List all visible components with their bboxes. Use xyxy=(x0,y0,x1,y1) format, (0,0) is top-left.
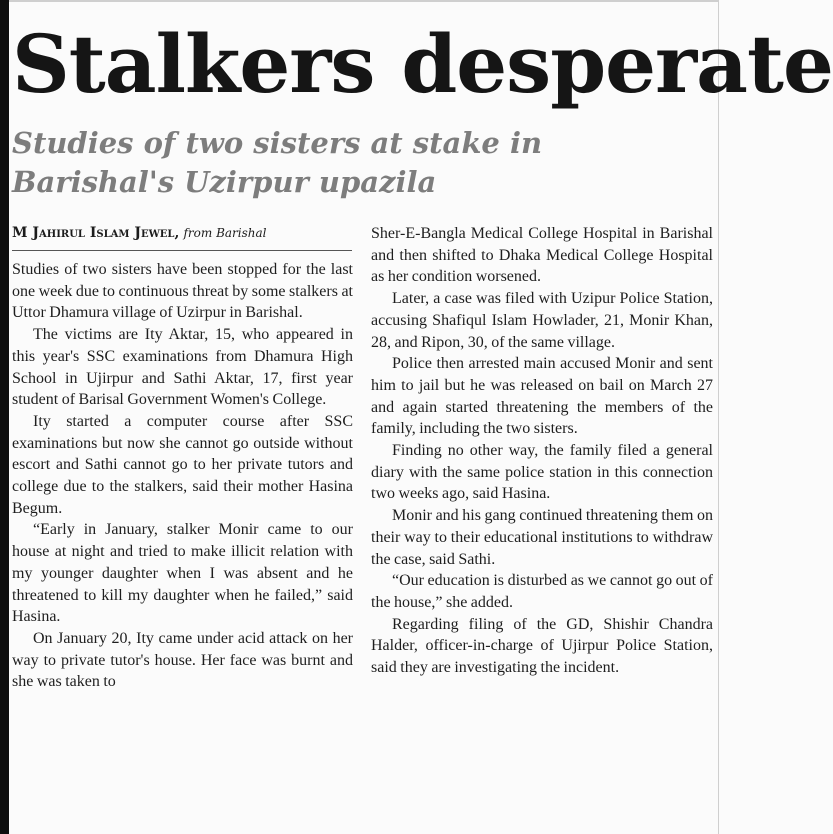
byline-author: M Jahirul Islam Jewel, xyxy=(12,225,180,241)
paragraph: “Our education is disturbed as we cannot go out of the house,” she added. xyxy=(371,572,713,611)
top-rule xyxy=(9,0,719,2)
paragraph: Ity started a computer course after SSC examinations but now she cannot go outside without escort and Sathi cannot go to her private tutors and college due to the stalkers, said their mother Hasina Begum. xyxy=(12,412,353,517)
paragraph: Sher-E-Bangla Medical College Hospital in Barishal and then shifted to Dhaka Medical College Hospital as her condition worsened. xyxy=(371,225,713,286)
article-column-right xyxy=(371,223,713,679)
paragraph: On January 20, Ity came under acid attack on her way to private tutor's house. Her face was burnt and she was taken to xyxy=(12,629,353,691)
paragraph: “Early in January, stalker Monir came to our house at night and tried to make illicit relation with my younger daughter when I was absent and he threatened to kill my daughter when he failed,” said Hasina. xyxy=(12,521,353,626)
paragraph: Finding no other way, the family filed a general diary with the same police station in this connection two weeks ago, said Hasina. xyxy=(371,442,713,503)
paragraph: Police then arrested main accused Monir and sent him to jail but he was released on bail on March 27 and again started threatening the members of the family, including the two sisters. xyxy=(371,355,713,438)
byline-rule xyxy=(12,250,352,251)
right-rule xyxy=(718,0,719,834)
byline-location: from Barishal xyxy=(183,226,267,240)
page-edge-bar xyxy=(0,0,9,834)
paragraph: The victims are Ity Aktar, 15, who appeared in this year's SSC examinations from Dhamura High School in Ujirpur and Sathi Aktar, 17, first year student of Barisal Government Women's College. xyxy=(12,326,353,409)
paragraph: Regarding filing of the GD, Shishir Chandra Halder, officer-in-charge of Ujirpur Police Station, said they are investigating the incident. xyxy=(371,615,713,677)
article-column-left xyxy=(12,259,353,693)
paragraph: Later, a case was filed with Uzipur Police Station, accusing Shafiqul Islam Howlader, 21, Monir Khan, 28, and Ripon, 30, of the same village. xyxy=(371,290,713,351)
paragraph: Monir and his gang continued threatening them on their way to their educational institutions to withdraw the case, said Sathi. xyxy=(371,507,713,568)
byline xyxy=(12,224,352,243)
subheadline: Studies of two sisters at stake in Barishal's Uzirpur upazila xyxy=(12,126,543,199)
headline: Stalkers desperate xyxy=(12,17,833,111)
paragraph: Studies of two sisters have been stopped for the last one week due to continuous threat by some stalkers at Uttor Dhamura village of Uzirpur in Barishal. xyxy=(12,261,353,322)
